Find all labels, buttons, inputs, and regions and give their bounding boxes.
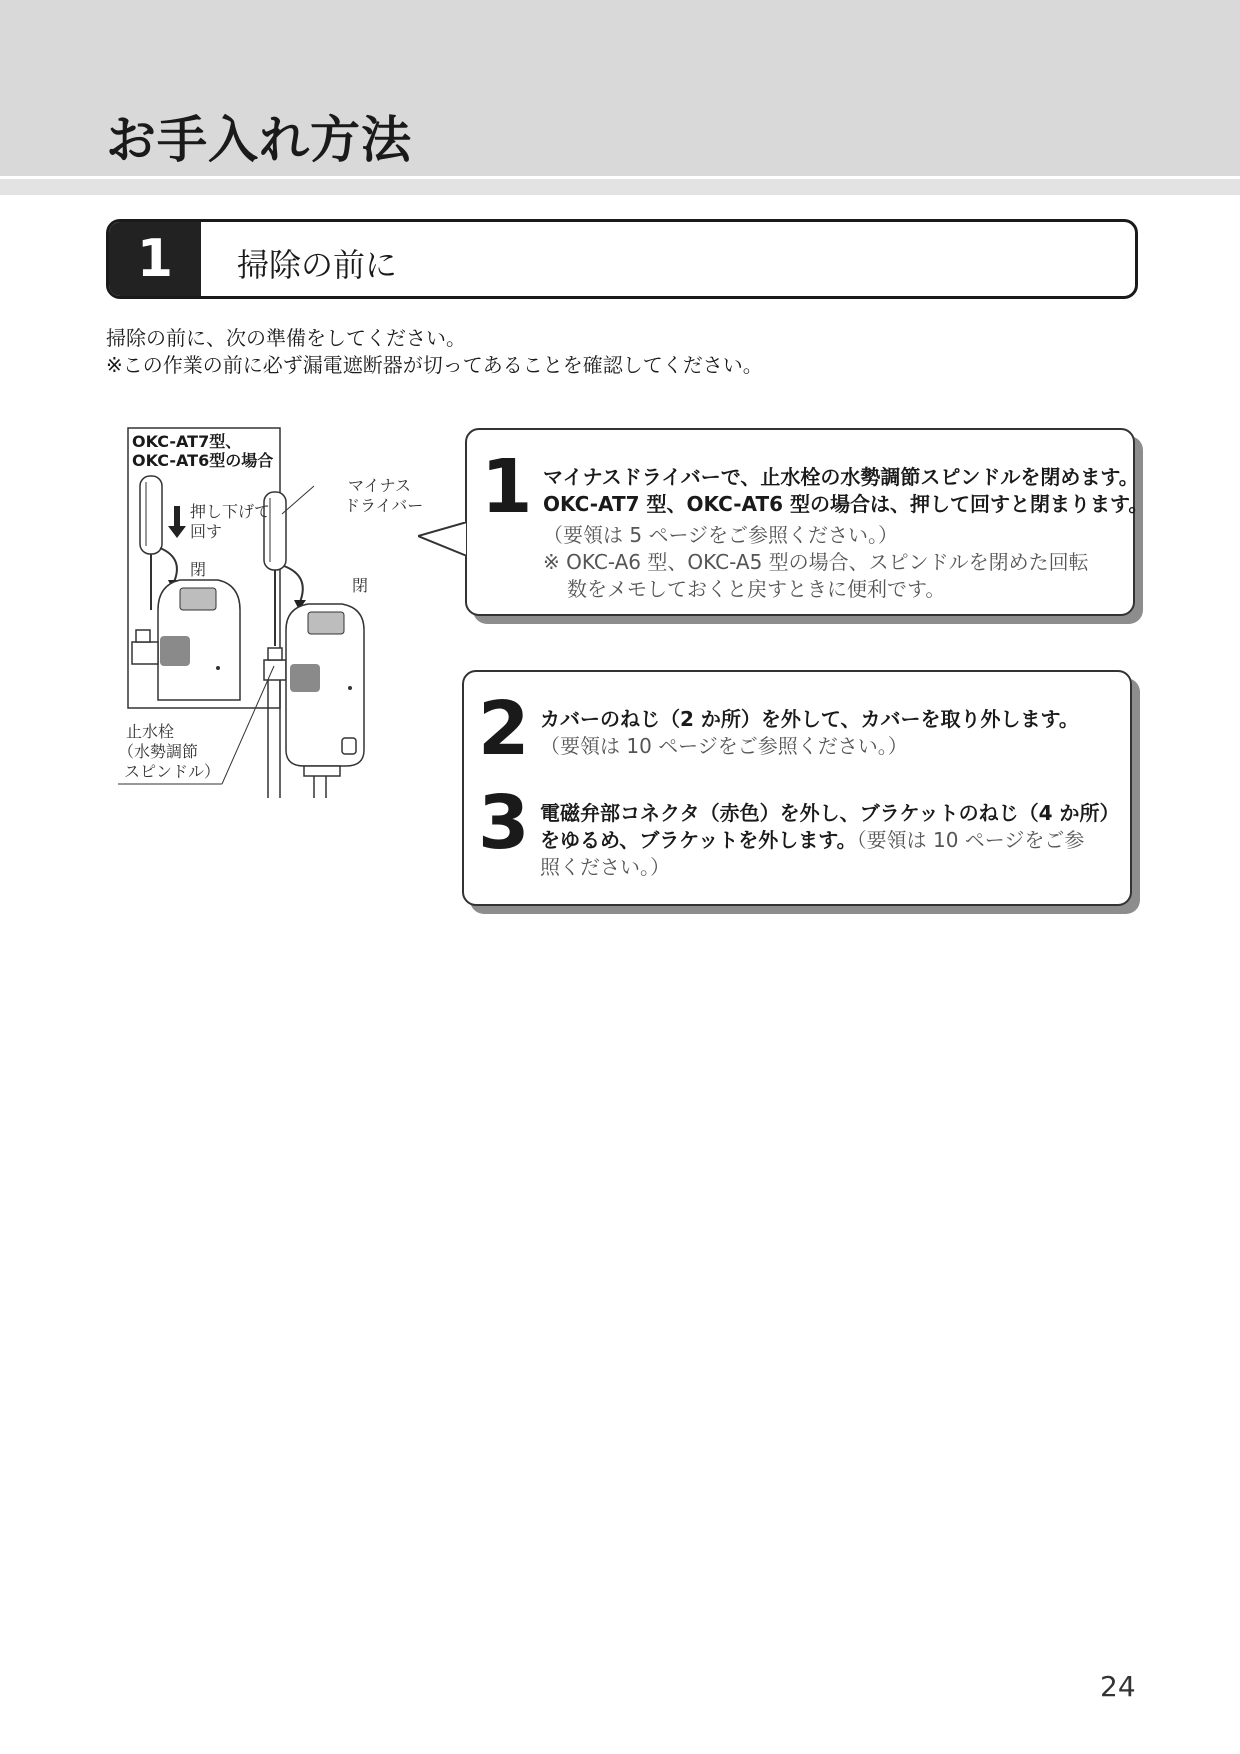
valve-body-main [286, 604, 364, 776]
close-label-main: 閉 [352, 576, 369, 595]
step-3-text [540, 800, 1119, 881]
valve-illustration [118, 420, 478, 810]
section-number: 1 [109, 222, 201, 296]
close-label-inset: 閉 [190, 560, 207, 579]
step-1-bold-2: OKC-AT7 型、OKC-AT6 型の場合は、押して回すと閉まります。 [543, 492, 1149, 516]
page-number: 24 [1100, 1670, 1136, 1703]
step-1-number: 1 [481, 444, 533, 530]
step-3-number: 3 [478, 780, 530, 866]
step-1-bold-1: マイナスドライバーで、止水栓の水勢調節スピンドルを閉めます。 [543, 465, 1139, 489]
page-title: お手入れ方法 [106, 111, 412, 169]
inset-label-1: OKC-AT7型、 [132, 432, 242, 451]
step-1-note-1: （要領は 5 ページをご参照ください。） [543, 523, 899, 547]
step-1-note-3: 数をメモしておくと戻すときに便利です。 [567, 577, 946, 601]
valve-label-1: 止水栓 [126, 722, 175, 741]
valve-body-inset [132, 580, 240, 700]
callout-pointer [418, 522, 470, 556]
step-3-note-2: 照ください。） [540, 855, 670, 879]
section-heading-bar [106, 219, 1138, 299]
header-divider [0, 176, 1240, 179]
push-turn-label-1: 押し下げて [190, 502, 271, 521]
driver-label-1: マイナス [348, 476, 412, 495]
steps-2-3-card [462, 670, 1132, 906]
step-3-note-inline: （要領は 10 ページをご参 [856, 828, 1085, 852]
push-turn-label-2: 回す [190, 522, 223, 541]
step-2-text [540, 706, 1079, 760]
section-title: 掃除の前に [237, 246, 398, 284]
valve-label-2: （水勢調節 [118, 742, 199, 761]
step-1-note-2: ※ OKC-A6 型、OKC-A5 型の場合、スピンドルを閉めた回転 [543, 550, 1089, 574]
step-3-bold-2: をゆるめ、ブラケットを外します。 [540, 828, 857, 852]
inset-label-2: OKC-AT6型の場合 [132, 451, 274, 470]
intro-line-2: ※この作業の前に必ず漏電遮断器が切ってあることを確認してください。 [106, 353, 763, 377]
intro-text [106, 325, 763, 379]
push-down-arrow-icon [168, 506, 186, 538]
valve-label-3: スピンドル） [124, 762, 221, 781]
step-1-text [543, 464, 1148, 603]
screwdriver-icon-inset [140, 476, 162, 610]
step-1-card [465, 428, 1149, 616]
driver-label-2: ドライバー [344, 496, 424, 515]
intro-line-1: 掃除の前に、次の準備をしてください。 [106, 326, 466, 350]
step-2-bold-1: カバーのねじ（2 か所）を外して、カバーを取り外します。 [540, 707, 1079, 731]
step-2-note-1: （要領は 10 ページをご参照ください。） [540, 734, 908, 758]
step-3-bold-1: 電磁弁部コネクタ（赤色）を外し、ブラケットのねじ（4 か所） [540, 801, 1120, 825]
step-2-number: 2 [478, 686, 530, 772]
